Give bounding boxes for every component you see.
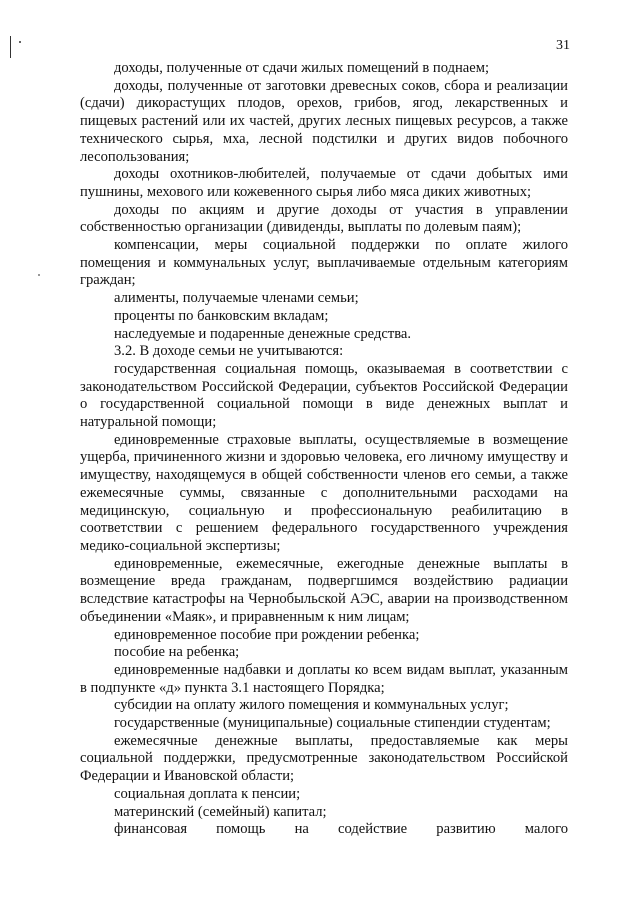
paragraph: ежемесячные денежные выплаты, предоставляемые как меры социальной поддержки, предусмотренные законодательством Российской Федерации и Ивановской области; <box>80 732 568 785</box>
paragraph: единовременное пособие при рождении ребенка; <box>114 626 420 643</box>
paragraph: алименты, получаемые членами семьи; <box>114 290 359 307</box>
paragraph: государственная социальная помощь, оказываемая в соответствии с законодательством Российской Федерации, субъектов Российской Федерации о государственной социальной помощи в виде денежных выплат и натуральной помощи; <box>80 360 568 431</box>
paragraph: доходы, полученные от сдачи жилых помещений в поднаем; <box>114 60 490 76</box>
paragraph: государственные (муниципальные) социальные стипендии студентам; <box>114 715 551 732</box>
paragraph: доходы охотников-любителей, получаемые от сдачи добытых ими пушнины, мехового или кожевенного сырья либо мяса диких животных; <box>80 166 568 200</box>
section-heading: 3.2. В доходе семьи не учитываются: <box>114 343 344 360</box>
paragraph: компенсации, меры социальной поддержки по оплате жилого помещения и коммунальных услуг, выплачиваемые отдельным категориям граждан; <box>80 237 568 289</box>
scan-dot <box>38 274 40 276</box>
paragraph: материнский (семейный) капитал; <box>114 803 327 820</box>
paragraph: проценты по банковским вкладам; <box>114 307 329 324</box>
document-body <box>80 60 568 839</box>
paragraph: пособие на ребенка; <box>114 644 240 661</box>
paragraph: доходы, полученные от заготовки древесных соков, сбора и реализации (сдачи) дикорастущих плодов, орехов, грибов, ягод, лекарственных и пищевых растений или их частей, других лесных пищевых ресурсов, а также технического сырья, мха, лесной подстилки и других видов побочного лесопользования; <box>80 77 568 165</box>
paragraph: наследуемые и подаренные денежные средства. <box>114 325 412 342</box>
paragraph: единовременные страховые выплаты, осуществляемые в возмещение ущерба, причиненного жизни и здоровью человека, его личному имуществу и имуществу, находящемуся в общей собственности членов его семьи, а также ежемесячные суммы, связанные с дополнительными расходами на медицинскую, социальную и профессиональную реабилитацию в соответствии с решением федерального государственного учреждения медико-социальной экспертизы; <box>80 431 568 554</box>
page-number: 31 <box>556 38 570 53</box>
paragraph: единовременные, ежемесячные, ежегодные денежные выплаты в возмещение вреда гражданам, подвергшимся воздействию радиации вследствие катастрофы на Чернобыльской АЭС, аварии на производственном объединении «Маяк», и приравненным к ним лицам; <box>80 555 568 625</box>
paragraph: субсидии на оплату жилого помещения и коммунальных услуг; <box>114 697 509 714</box>
paragraph-last: финансовая помощь на содействие развитию малого <box>114 821 568 838</box>
scan-margin-mark <box>10 36 11 58</box>
paragraph: единовременные надбавки и доплаты ко всем видам выплат, указанным в подпункте «д» пункта 3.1 настоящего Порядка; <box>80 661 568 696</box>
paragraph: доходы по акциям и другие доходы от участия в управлении собственностью организации (дивиденды, выплаты по долевым паям); <box>80 201 568 236</box>
paragraph: социальная доплата к пенсии; <box>114 785 301 802</box>
scan-dot <box>19 41 21 43</box>
